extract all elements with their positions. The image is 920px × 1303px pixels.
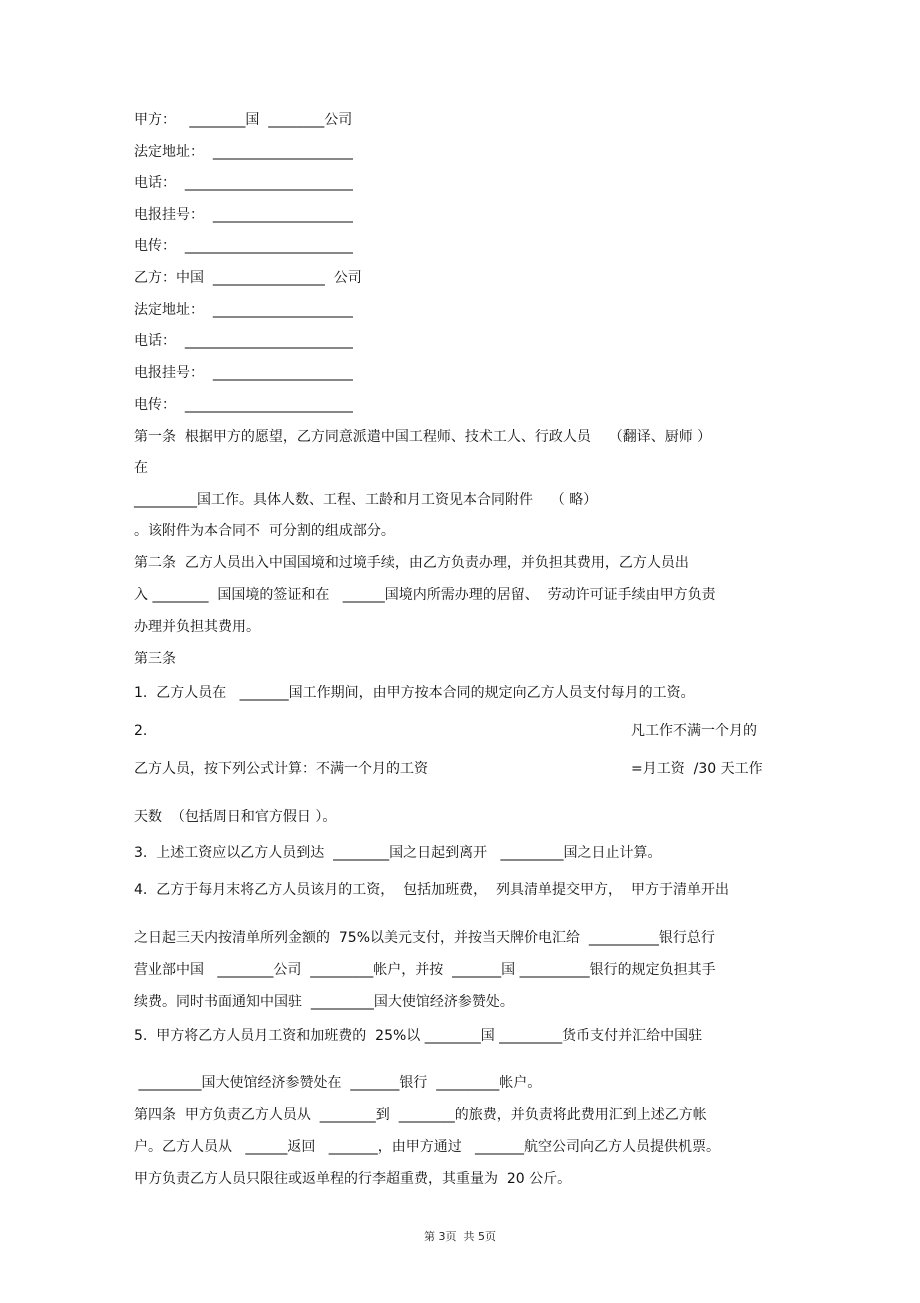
article4-line2: 户。乙方人员从 ______返回 _______，由甲方通过 _______航空公司向乙方人员提供机票。 bbox=[134, 1139, 721, 1155]
article3-item4-line4: 续费。同时书面通知中国驻 _________国大使馆经济参赞处。 bbox=[134, 994, 514, 1010]
article4-line3: 甲方负责乙方人员只限往或返单程的行李超重费，其重量为 20 公斤。 bbox=[134, 1171, 572, 1187]
article3-item5-line2: _________国大使馆经济参赞处在 _______银行 _________帐户。 bbox=[134, 1075, 542, 1091]
article3-item3: 3. 上述工资应以乙方人员到达 ________国之日起到离开 _________国之日止计算。 bbox=[134, 845, 662, 861]
article3-item2-number: 2. bbox=[134, 723, 148, 739]
article3-item2-line2-right: =月工资 /30 天工作 bbox=[631, 761, 763, 777]
party-b-address: 法定地址： ____________________ bbox=[134, 302, 353, 318]
article2-line3: 办理并负担其费用。 bbox=[134, 619, 260, 635]
party-b-fax: 电传： ________________________ bbox=[134, 397, 353, 413]
article3-item2-line2-left: 乙方人员，按下列公式计算：不满一个月的工资 bbox=[134, 761, 428, 777]
article3-item4-line3: 营业部中国 ________公司 _________帐户，并按 _______国 __________银行的规定负担其手 bbox=[134, 962, 716, 978]
party-a-name: 甲方： ________国 ________公司 bbox=[134, 112, 353, 128]
article3-item5-line1: 5. 甲方将乙方人员月工资和加班费的 25%以 ________国 _________货币支付并汇给中国驻 bbox=[134, 1028, 703, 1044]
article1-line4: 。该附件为本合同不 可分割的组成部分。 bbox=[134, 523, 395, 539]
article2-line2: 入 ________ 国国境的签证和在 ______国境内所需办理的居留、 劳动许可证手续由甲方负责 bbox=[134, 587, 716, 603]
party-b-telegraph: 电报挂号： ____________________ bbox=[134, 365, 353, 381]
article3-item2-right: 凡工作不满一个月的 bbox=[631, 723, 757, 739]
article1-line2: 在 bbox=[134, 460, 148, 476]
party-a-phone: 电话： ________________________ bbox=[134, 175, 353, 191]
article3-item4-line1: 4. 乙方于每月末将乙方人员该月的工资， 包括加班费， 列具清单提交甲方， 甲方于清单开出 bbox=[134, 882, 729, 898]
article1-line1: 第一条 根据甲方的愿望，乙方同意派遣中国工程师、技术工人、行政人员 （翻译、厨师 ） bbox=[134, 429, 712, 445]
article1-line3: _________国工作。具体人数、工程、工龄和月工资见本合同附件 （ 略） bbox=[134, 492, 598, 508]
party-a-address: 法定地址： ____________________ bbox=[134, 144, 353, 160]
article2-line1: 第二条 乙方人员出入中国国境和过境手续，由乙方负责办理，并负担其费用，乙方人员出 bbox=[134, 555, 689, 571]
page-footer: 第 3页 共 5页 bbox=[424, 1230, 496, 1243]
article4-line1: 第四条 甲方负责乙方人员从 ________到 ________的旅费，并负责将此费用汇到上述乙方帐 bbox=[134, 1107, 707, 1123]
article3-item4-line2: 之日起三天内按清单所列金额的 75%以美元支付，并按当天牌价电汇给 __________银行总行 bbox=[134, 930, 715, 946]
article3-item1: 1. 乙方人员在 _______国工作期间，由甲方按本合同的规定向乙方人员支付每月的工资。 bbox=[134, 685, 695, 701]
party-b-phone: 电话： ________________________ bbox=[134, 333, 353, 349]
party-a-fax: 电传： ________________________ bbox=[134, 238, 353, 254]
party-a-telegraph: 电报挂号： ____________________ bbox=[134, 207, 353, 223]
party-b-name: 乙方：中国 ________________ 公司 bbox=[134, 270, 362, 286]
article3-heading: 第三条 bbox=[134, 651, 176, 667]
article3-item2-line3: 天数 （包括周日和官方假日 ）。 bbox=[134, 809, 337, 825]
